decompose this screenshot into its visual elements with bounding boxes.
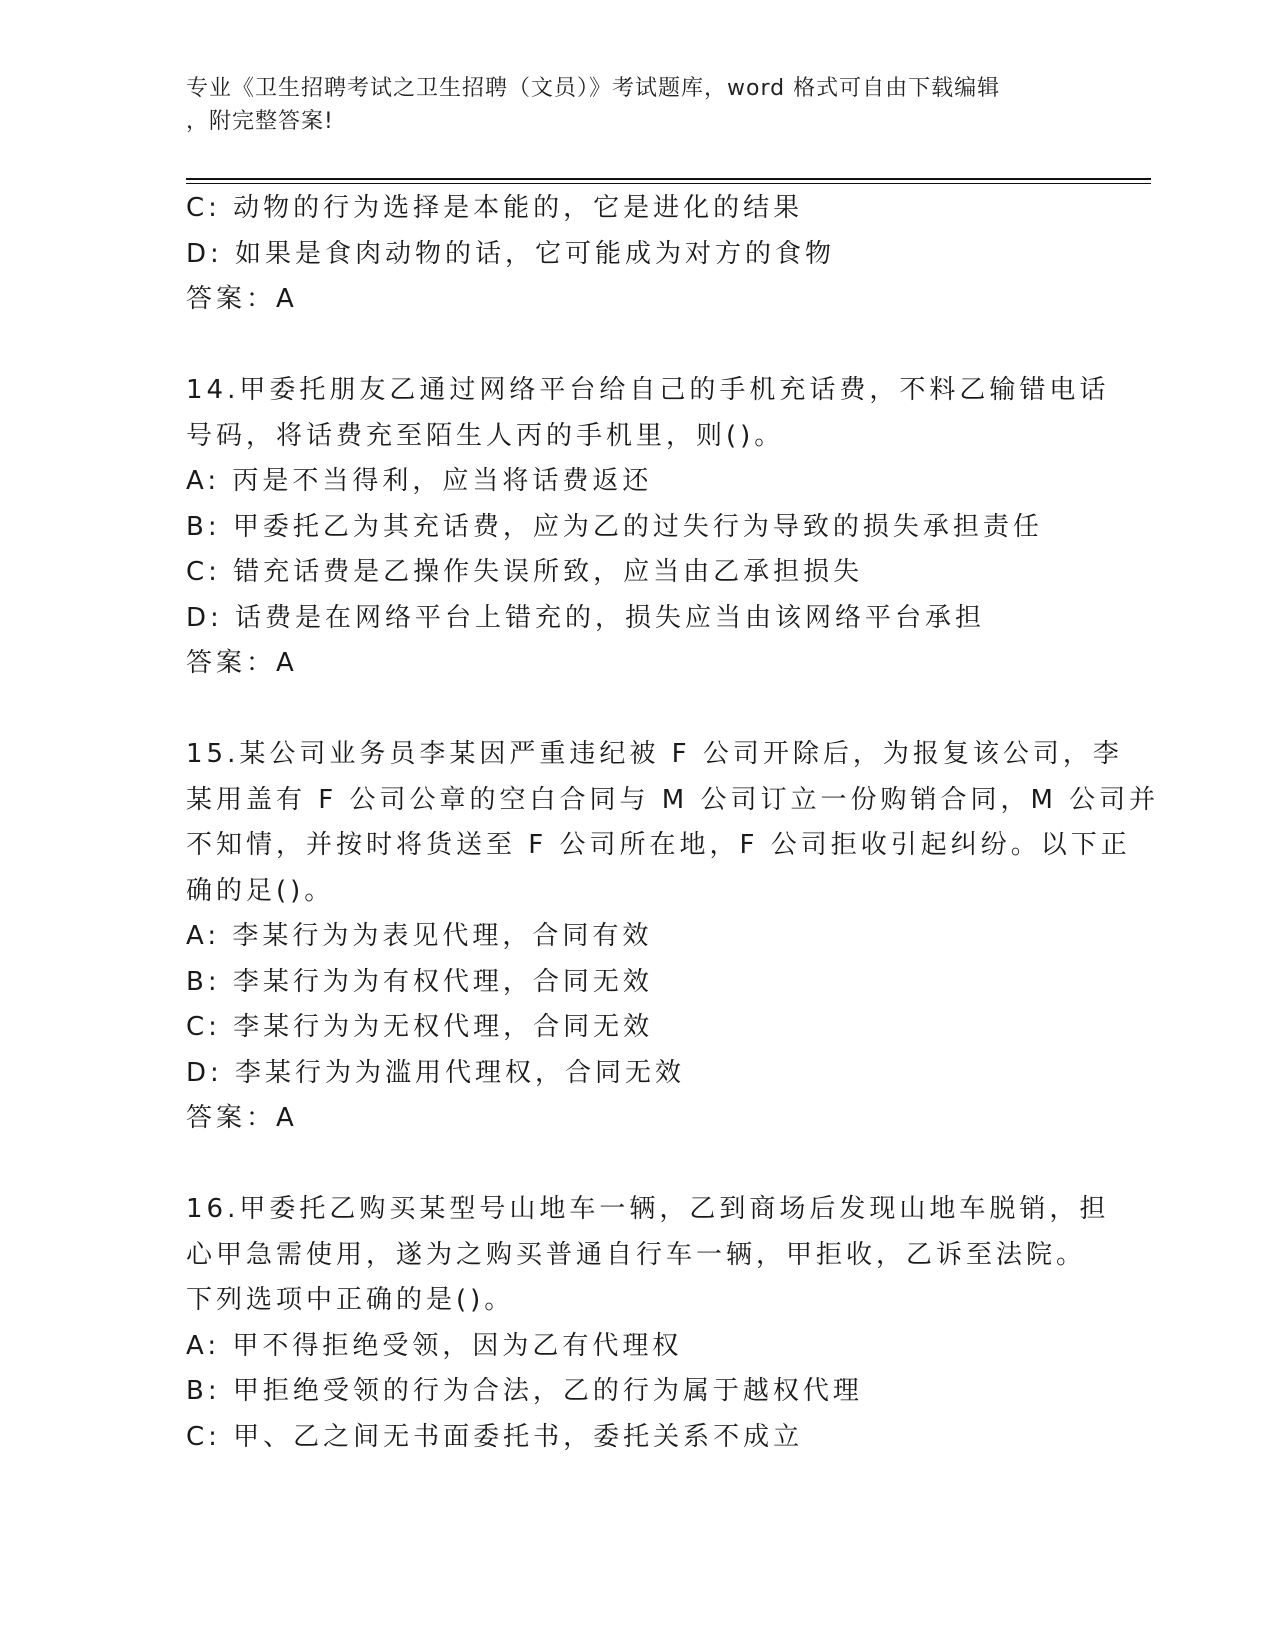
option-b: B: 甲委托乙为其充话费，应为乙的过失行为导致的损失承担责任 [186, 511, 1043, 542]
question-14 [186, 368, 1110, 687]
option-c: C: 李某行为为无权代理，合同无效 [186, 1012, 654, 1042]
option-a: A: 李某行为为表见代理，合同有效 [186, 921, 653, 951]
question-stem-line: 不知情，并按时将货送至 F 公司所在地，F 公司拒收引起纠纷。以下正 [186, 830, 1131, 860]
option-d: D: 话费是在网络平台上错充的，损失应当由该网络平台承担 [186, 602, 986, 633]
option-d: D: 李某行为为滥用代理权，合同无效 [186, 1057, 686, 1088]
header-divider-thick [186, 178, 1151, 180]
option-c: C: 动物的行为选择是本能的，它是进化的结果 [186, 193, 804, 223]
question-stem-line: 心甲急需使用，遂为之购买普通自行车一辆，甲拒收，乙诉至法院。 [186, 1239, 1087, 1270]
option-a: A: 丙是不当得利，应当将话费返还 [186, 466, 653, 496]
option-b: B: 李某行为为有权代理，合同无效 [186, 966, 653, 997]
question-stem-line: 下列选项中正确的是()。 [186, 1285, 515, 1315]
previous-question-tail [186, 186, 1086, 323]
option-a: A: 甲不得拒绝受领，因为乙有代理权 [186, 1330, 683, 1361]
answer-line: 答案：A [186, 284, 298, 314]
question-16 [186, 1187, 1110, 1460]
question-stem-line: 号码，将话费充至陌生人丙的手机里，则()。 [186, 420, 785, 451]
document-header [186, 72, 1066, 138]
option-b: B: 甲拒绝受领的行为合法，乙的行为属于越权代理 [186, 1376, 863, 1406]
question-stem-line: 16.甲委托乙购买某型号山地车一辆，乙到商场后发现山地车脱销，担 [186, 1194, 1110, 1224]
spacer [186, 1142, 1086, 1188]
question-15 [186, 732, 1160, 1142]
header-divider-thin [186, 183, 1151, 184]
option-c: C: 甲、乙之间无书面委托书，委托关系不成立 [186, 1421, 804, 1452]
question-stem-line: 某用盖有 F 公司公章的空白合同与 M 公司订立一份购销合同，M 公司并 [186, 784, 1160, 815]
option-d: D: 如果是食肉动物的话，它可能成为对方的食物 [186, 238, 836, 269]
option-c: C: 错充话费是乙操作失误所致，应当由乙承担损失 [186, 557, 864, 587]
spacer [186, 323, 1086, 369]
spacer [186, 687, 1086, 733]
document-body [186, 186, 1160, 1460]
header-line-2: ，附完整答案! [186, 109, 334, 134]
header-line-1: 专业《卫生招聘考试之卫生招聘（文员）》考试题库，word 格式可自由下载编辑 [186, 76, 1001, 101]
answer-line: 答案：A [186, 648, 298, 678]
question-stem-line: 15.某公司业务员李某因严重违纪被 F 公司开除后，为报复该公司，李 [186, 739, 1123, 769]
question-stem-line: 14.甲委托朋友乙通过网络平台给自己的手机充话费，不料乙输错电话 [186, 375, 1110, 405]
question-stem-line: 确的足()。 [186, 875, 335, 906]
answer-line: 答案：A [186, 1103, 298, 1133]
